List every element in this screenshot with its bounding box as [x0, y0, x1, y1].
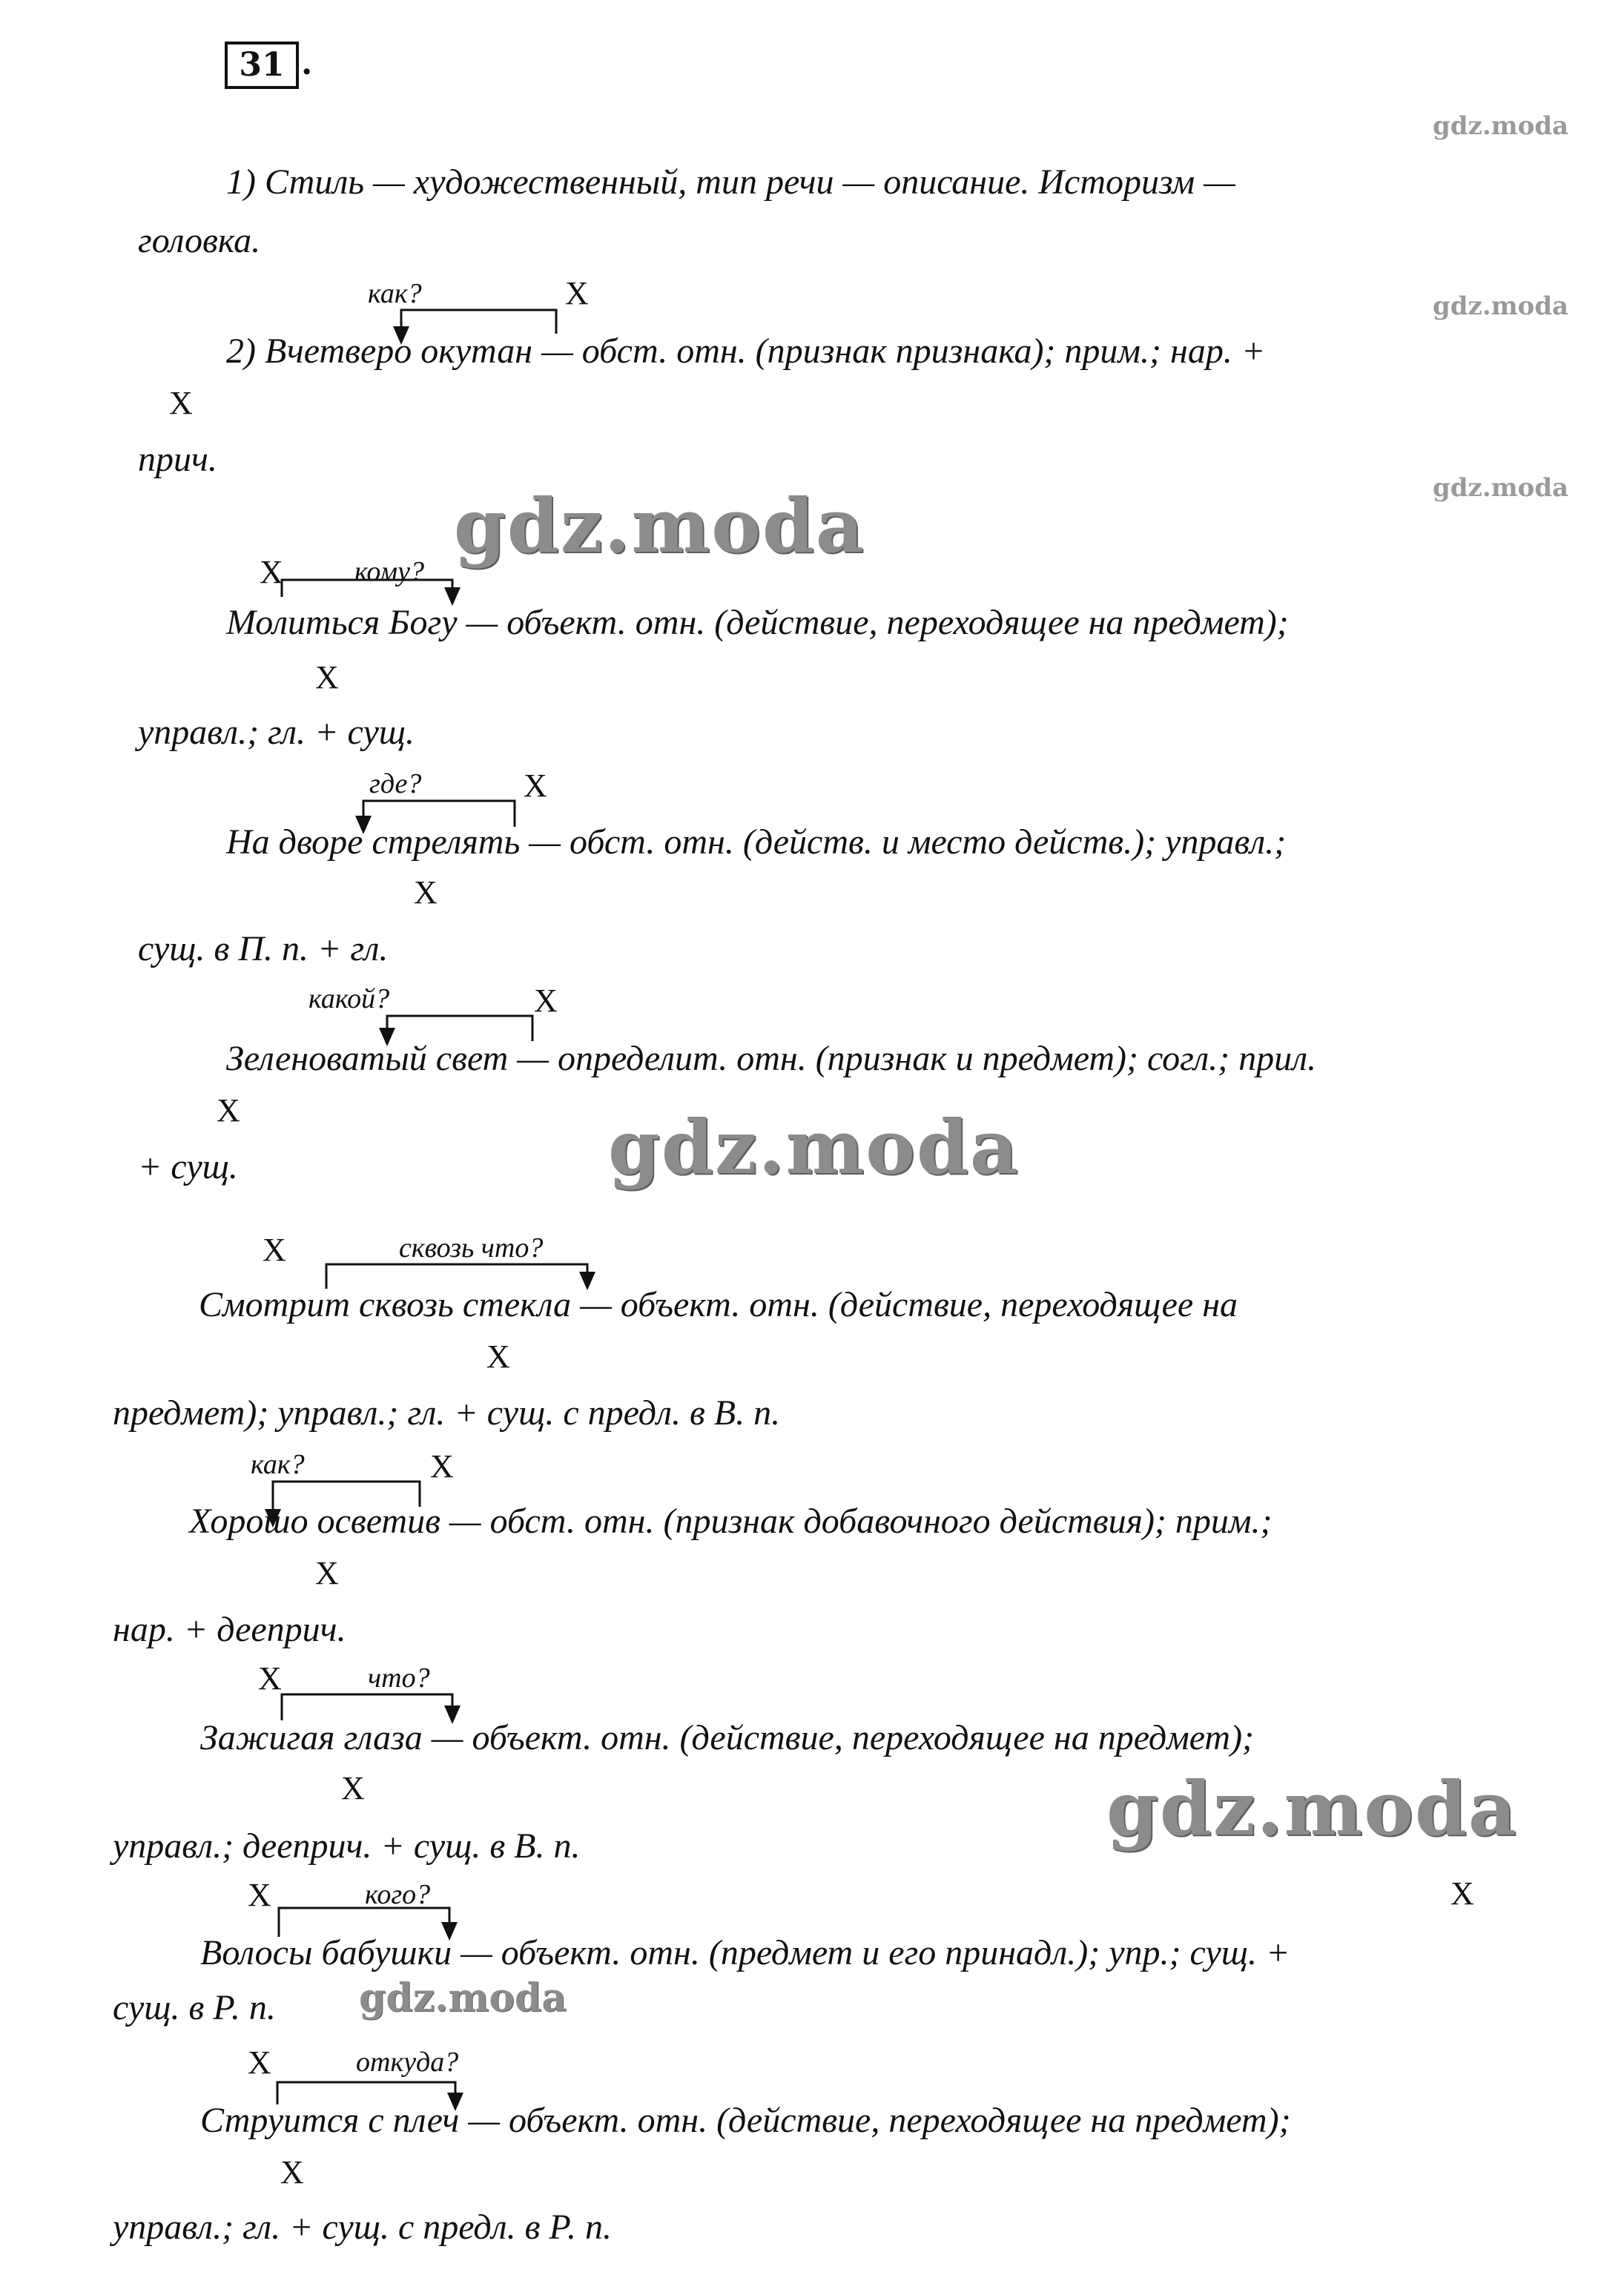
line-8a: Зажигая глаза — объект. отн. (действие, переходящее на предмет); — [200, 1718, 1255, 1757]
line-1a: 1) Стиль — художественный, тип речи — описание. Историзм — — [226, 162, 1235, 202]
watermark-medium: gdz.moda — [359, 1975, 567, 2021]
watermark-large-1: gdz.moda — [454, 482, 865, 569]
x-mark-9b: Х — [1450, 1875, 1474, 1912]
question-8: что? — [368, 1662, 430, 1694]
question-7: как? — [251, 1449, 305, 1480]
x-mark-2b: Х — [169, 385, 193, 421]
x-mark-4: Х — [524, 767, 547, 804]
line-6b: предмет); управл.; гл. + сущ. с предл. в В. п. — [113, 1393, 781, 1433]
x-mark-10: Х — [248, 2044, 271, 2081]
x-mark-5: Х — [534, 983, 558, 1019]
x-mark-6b: Х — [486, 1338, 510, 1375]
question-4: где? — [369, 768, 422, 799]
x-mark-6: Х — [263, 1232, 286, 1268]
x-mark-7: Х — [430, 1448, 454, 1485]
question-2: как? — [368, 278, 422, 309]
question-3: кому? — [354, 556, 424, 587]
x-mark-9: Х — [248, 1877, 271, 1913]
x-mark-3b: Х — [315, 659, 339, 696]
x-mark-3: Х — [260, 554, 283, 590]
line-4b: сущ. в П. п. + гл. — [138, 929, 389, 968]
line-9b: сущ. в Р. п. — [113, 1988, 276, 2027]
line-7a: Хорошо осветив — обст. отн. (признак добавочного действия); прим.; — [189, 1502, 1273, 1541]
line-7b: нар. + деeприч. — [113, 1610, 346, 1649]
line-9a: Волосы бабушки — объект. отн. (предмет и его принадл.); упр.; сущ. + — [200, 1933, 1290, 1972]
x-mark-4b: Х — [414, 874, 438, 911]
line-1b: головка. — [138, 221, 261, 260]
line-4a: На дворе стрелять — обст. отн. (действ. и место действ.); управл.; — [226, 822, 1287, 862]
x-mark-7b: Х — [315, 1555, 339, 1591]
line-2a: 2) Вчетверо окутан — обст. отн. (признак признака); прим.; нар. + — [226, 331, 1266, 371]
line-10b: управл.; гл. + сущ. с предл. в Р. п. — [113, 2208, 612, 2247]
line-5b: + сущ. — [138, 1147, 238, 1186]
task-number: 31 — [225, 42, 299, 89]
x-mark-10b: Х — [280, 2154, 304, 2190]
question-9: кого? — [365, 1879, 431, 1910]
line-6a: Смотрит сквозь стекла — объект. отн. (действие, переходящее на — [199, 1285, 1238, 1324]
x-mark-5b: Х — [217, 1092, 240, 1129]
question-6: сквозь что? — [399, 1232, 544, 1264]
watermark-small-2: gdz.moda — [1433, 291, 1569, 321]
x-mark-8: Х — [258, 1660, 282, 1697]
watermark-large-2: gdz.moda — [608, 1103, 1020, 1191]
question-10: откуда? — [356, 2047, 459, 2078]
line-3b: управл.; гл. + сущ. — [138, 713, 415, 752]
watermark-small-1: gdz.moda — [1433, 111, 1569, 141]
x-mark-8b: Х — [341, 1770, 365, 1806]
watermark-small-3: gdz.moda — [1433, 473, 1569, 503]
line-8b: управл.; деeприч. + сущ. в В. п. — [113, 1826, 581, 1866]
line-3a: Молиться Богу — объект. отн. (действие, переходящее на предмет); — [226, 603, 1289, 642]
x-mark-2: Х — [565, 275, 589, 311]
line-10a: Струится с плеч — объект. отн. (действие, переходящее на предмет); — [200, 2101, 1291, 2140]
line-5a: Зеленоватый свет — определит. отн. (признак и предмет); согл.; прил. — [226, 1039, 1317, 1078]
line-2b: прич. — [138, 440, 217, 479]
watermark-large-3: gdz.moda — [1106, 1765, 1518, 1852]
question-5: какой? — [308, 983, 390, 1014]
task-number-dot: . — [301, 44, 313, 82]
